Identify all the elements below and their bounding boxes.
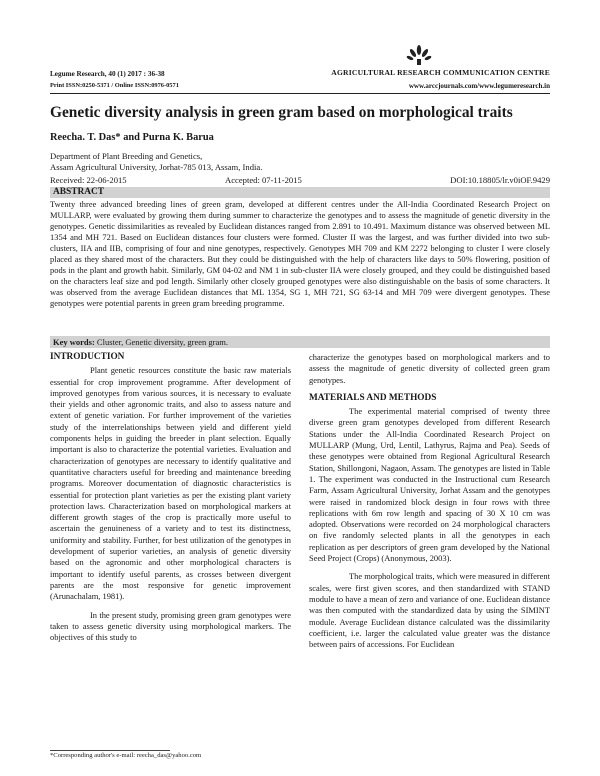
keywords-text: Cluster, Genetic diversity, green gram.	[96, 337, 228, 347]
right-column	[309, 352, 550, 650]
methods-paragraph: The experimental material comprised of twenty three diverse green gram genotypes developed from different Research Stations under the All-India Coordinated Research Project on MULLARP (Mung, Urd, Lentil, Lathyrus, Rajma and Pea). Seeds of these genotypes were obtained from Regional Agricultural Research Station, Shillongoni, Nagaon, Assam. The genotypes are listed in Table 1. The experiment was conducted in the Instructional cum Research Farm, Assam Agricultural University, Jorhat Assam and the genotypes were raised in randomized block design in four rows with three replications with 6m row length and spacing of 30 X 10 cm was adopted. Observations were recorded on 24 morphological characters on five randomly selected plants in all the genotypes in each replication as per descriptors of green gram developed by the National Seed Project (Crops) (Anonymous, 2003).	[309, 406, 550, 564]
article-title: Genetic diversity analysis in green gram based on morphological traits	[50, 104, 513, 121]
header-rule	[50, 93, 550, 94]
affiliation	[50, 151, 262, 172]
publisher-logo-icon	[406, 44, 432, 66]
introduction-paragraph: Plant genetic resources constitute the basic raw materials essential for crop improvement programme. After development of improved genotypes from various sources, it is necessary to evaluate their yields and other agronomic traits, and also to assess nature and extent of genetic variation. For further improvement of the varieties study of the interrelationships between yield and different yield components helps in guiding the breeder in plant selection. Equally important is also to characterize the potential varieties. Evaluation and characterization of genotypes are necessary to identify qualitative and quantitative characters useful for breeding and maintenance breeding programs. Moreover documentation of diagnostic characteristics is essential for protection plant varieties as per the existing plant variety protection laws. Characterization based on morphological markers at different growth stages of the crop is practically more useful to ascertain the genuineness of a variety and to test its distinctness, uniformity and stability. Further, for best utilization of the genotypes in development of superior varieties, an analysis of genetic diversity based on the agronomic and other morphological characters is important to identify useful parents, as crosses between divergent parents are the most responsive for genetic improvement (Arunachalam, 1981).	[50, 365, 291, 602]
footnote: *Corresponding author's e-mail: reecha_das@yahoo.com	[50, 752, 202, 759]
abstract-text: Twenty three advanced breeding lines of green gram, developed at different centres under the All-India Coordinated Research Project on MULLARP, were evaluated by growing them during summer to characterize the genotypes and to assess the magnitude of genetic diversity in the genotypes. Genetic dissimilarities as revealed by Euclidean distances ranged from 2.891 to 10.491. Maximum distance was observed between ML 1354 and MH 721. Based on Euclidean distances four clusters were formed. Cluster II was the largest, and was further divided into two sub-clusters, IIA and IIB, comprising of four and nine genotypes, respectively. Genotypes MH 709 and KM 2272 belonging to cluster I were closely placed as they shared most of the characters. But they could be distinguished with the help of characters like days to 50% flowering, position of pods in the plant and growth habit. Similarly, GM 04-02 and NM 1 in sub-cluster IIA were closely grouped, and they could be distinguished based on the characters leaf size and pod length. Similarly other closely grouped genotypes were also distinguishable on the basis of some characters. It was observed from the average Euclidean distances that ML 1354, SG 1, MH 721, SG 63-14 and MH 709 were divergent genotypes. These genotypes were potential parents in green gram breeding programme.	[50, 199, 550, 308]
affiliation-line: Department of Plant Breeding and Genetics,	[50, 151, 203, 161]
keywords	[53, 337, 228, 347]
dates-row	[50, 175, 550, 186]
footnote-rule	[50, 750, 170, 751]
journal-citation: Legume Research, 40 (1) 2017 : 36-38	[50, 70, 165, 78]
accepted-date: Accepted: 07-11-2015	[225, 175, 302, 185]
introduction-continuation: characterize the genotypes based on morphological markers and to assess the magnitude of genetic diversity of collected green gram genotypes.	[309, 352, 550, 385]
methods-paragraph: The morphological traits, which were measured in different scales, were first given scores, and then standardized with STAND module to have a mean of zero and variance of one. Euclidean distance was then computed with the standardized data by using the SIMINT module. Average Euclidean distance calculated was the dissimilarity coefficient, i.e. larger the calculated value greater was the distance between pairs of accessions. For Euclidean	[309, 571, 550, 650]
doi[interactable]: DOI:10.18805/lr.v0iOF.9429	[450, 175, 550, 185]
keywords-label: Key words:	[53, 337, 95, 347]
left-column	[50, 352, 291, 643]
introduction-paragraph: In the present study, promising green gram genotypes were taken to assess genetic diversity using morphological markers. The objectives of this study to	[50, 609, 291, 643]
affiliation-line: Assam Agricultural University, Jorhat-785 013, Assam, India.	[50, 161, 263, 172]
publisher-websites[interactable]: www.arccjournals.com/www.legumeresearch.in	[408, 82, 550, 90]
issn-line: Print ISSN:0250-5371 / Online ISSN:0976-0571	[50, 82, 179, 89]
methods-heading: MATERIALS AND METHODS	[309, 392, 437, 403]
publisher-name: AGRICULTURAL RESEARCH COMMUNICATION CENTRE	[331, 68, 550, 77]
introduction-heading: INTRODUCTION	[50, 352, 125, 362]
article-authors: Reecha. T. Das* and Purna K. Barua	[50, 132, 214, 143]
received-date: Received: 22-06-2015	[50, 175, 127, 185]
abstract-heading-bar	[50, 187, 550, 198]
abstract-heading: ABSTRACT	[53, 187, 105, 197]
